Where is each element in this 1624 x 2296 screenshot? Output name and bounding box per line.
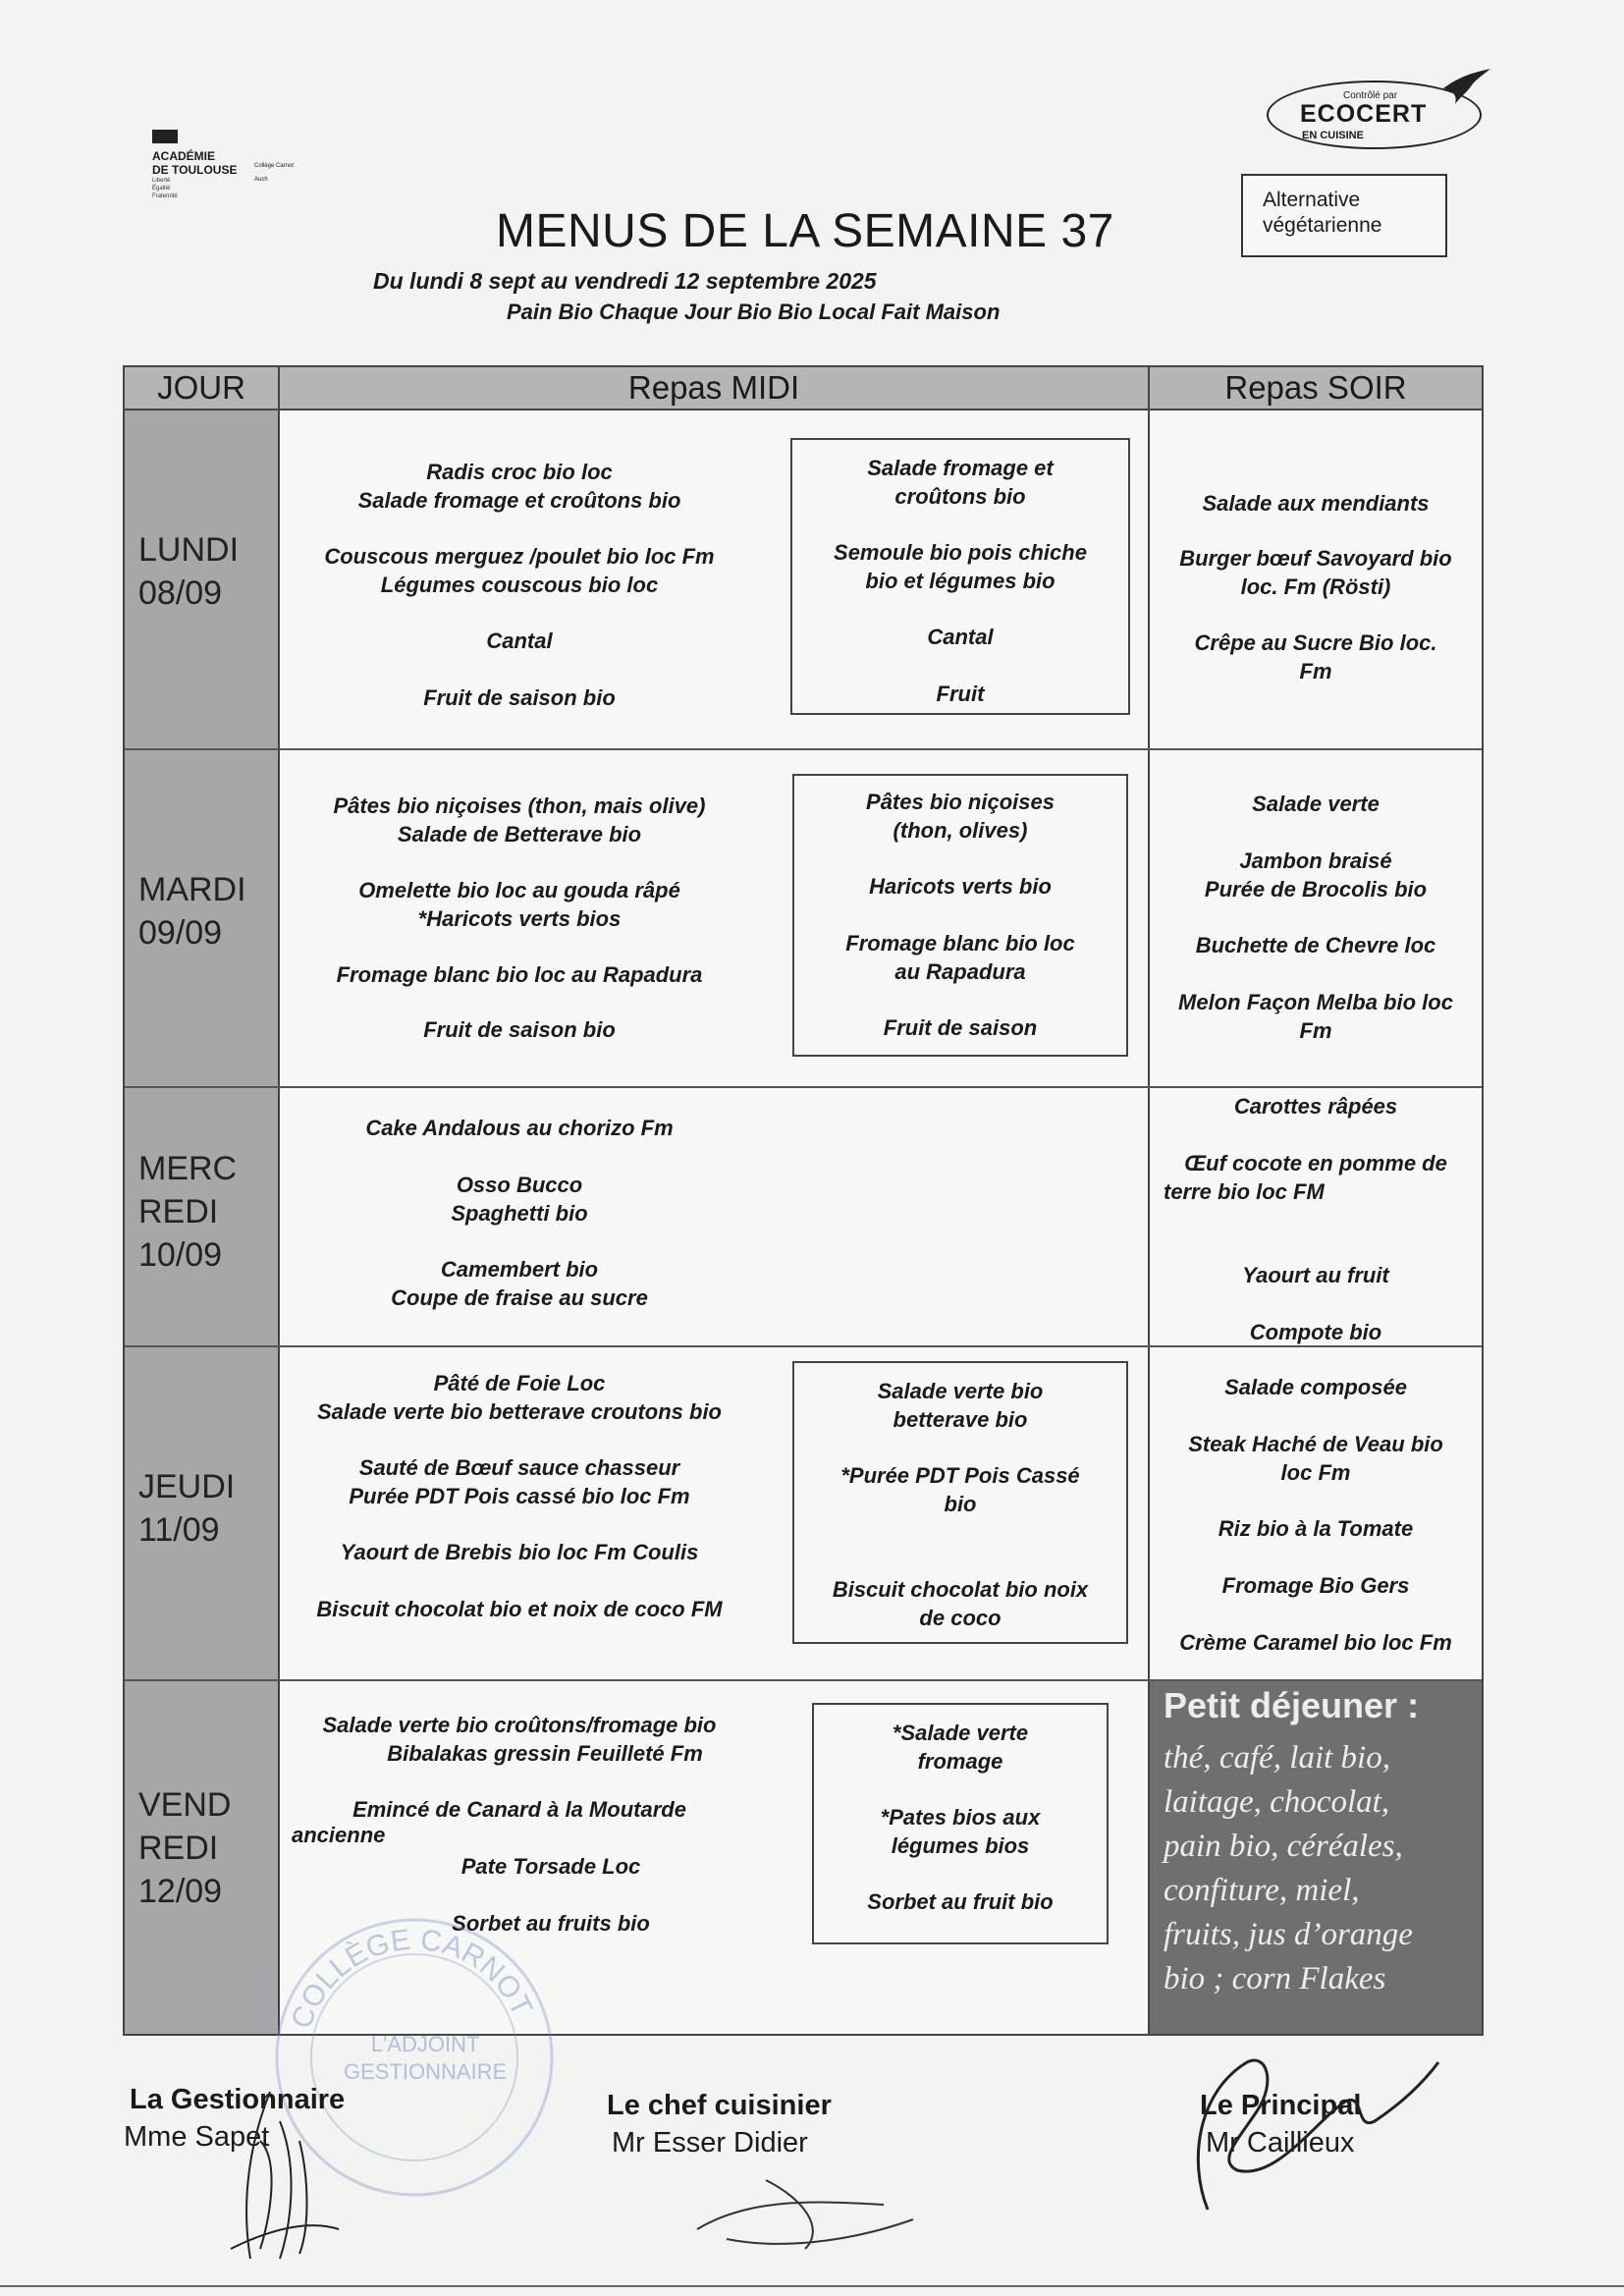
veg-item: *Purée PDT Pois Cassé (840, 1463, 1080, 1488)
day-name: MARDI 09/09 (138, 871, 246, 952)
menu-item: ancienne (292, 1823, 386, 1847)
menu-item: Pâté de Foie Loc (433, 1371, 606, 1395)
soir-item: Œuf cocote en pomme de (1184, 1151, 1447, 1175)
veg-item: (thon, olives) (893, 818, 1028, 843)
col-header-soir: Repas SOIR (1150, 367, 1482, 410)
veg-item: *Salade verte (892, 1721, 1029, 1745)
soir-item: Compote bio (1249, 1320, 1382, 1344)
academie-line1: ACADÉMIE (152, 149, 216, 163)
veg-item: croûtons bio (894, 484, 1026, 509)
menu-item: Osso Bucco (456, 1173, 583, 1197)
soir-item: Salade verte (1252, 792, 1380, 816)
veg-item: bio (944, 1492, 977, 1516)
veg-item: légumes bios (891, 1833, 1030, 1858)
col-header-jour: JOUR (125, 367, 280, 410)
menu-item: Spaghetti bio (451, 1201, 588, 1226)
veg-item: Haricots verts bio (869, 874, 1052, 899)
academie-line2: DE TOULOUSE (152, 163, 238, 177)
veg-item: Fromage blanc bio loc (845, 931, 1075, 956)
day-name: JEUDI 11/09 (138, 1468, 236, 1549)
stamp-text: COLLÈGE CARNOT (285, 1923, 539, 2033)
menu-item: Légumes couscous bio loc (380, 573, 659, 597)
menu-item: Biscuit chocolat bio et noix de coco FM (316, 1597, 723, 1621)
soir-item: loc. Fm (Rösti) (1240, 574, 1391, 599)
menu-item: Salade de Betterave bio (397, 822, 642, 847)
veg-item: au Rapadura (894, 959, 1026, 984)
soir-item: Steak Haché de Veau bio (1188, 1432, 1443, 1456)
menu-item: Fruit de saison bio (423, 1017, 616, 1042)
vegetarian-box (792, 774, 1128, 1057)
day-name: VEND REDI 12/09 (138, 1786, 232, 1910)
academie-motto: Liberté Égalité Fraternité (152, 178, 178, 199)
soir-item: Burger bœuf Savoyard bio (1179, 546, 1452, 571)
col-header-midi: Repas MIDI (280, 367, 1150, 410)
soir-item: Fm (1299, 1018, 1332, 1043)
menu-item: Pâtes bio niçoises (thon, mais olive) (333, 793, 706, 818)
svg-text:COLLÈGE CARNOT (286, 1924, 539, 2033)
menu-item: Radis croc bio loc (426, 460, 613, 484)
republique-flag-icon (152, 130, 178, 143)
chef-title: Le chef cuisinier (607, 2090, 832, 2121)
veg-item: betterave bio (893, 1407, 1028, 1432)
veg-item: Sorbet au fruit bio (867, 1889, 1054, 1914)
ecocert-name: ECOCERT (1300, 100, 1428, 128)
veg-item: *Pates bios aux (880, 1805, 1041, 1830)
day-row-mardi (125, 750, 1482, 1088)
petit-dejeuner-title: Petit déjeuner : (1164, 1685, 1420, 1725)
petit-dejeuner-panel (1150, 1681, 1482, 2034)
veg-item: Semoule bio pois chiche (834, 540, 1087, 565)
menu-item: Purée PDT Pois cassé bio loc Fm (349, 1484, 690, 1508)
veg-item: de coco (919, 1606, 1001, 1630)
ecocert-logo (1267, 71, 1488, 147)
academie-logo (152, 130, 295, 200)
veg-item: fromage (917, 1749, 1003, 1774)
menu-item: Yaourt de Brebis bio loc Fm Coulis (340, 1540, 699, 1564)
menu-item: *Haricots verts bios (417, 906, 622, 931)
ecocert-top: Contrôlé par (1343, 90, 1398, 101)
soir-item: Purée de Brocolis bio (1204, 877, 1428, 902)
soir-item: Fm (1299, 659, 1332, 683)
chef-signature-icon (687, 2160, 923, 2259)
menu-item: Salade verte bio betterave croutons bio (316, 1399, 722, 1424)
soir-item: Crêpe au Sucre Bio loc. (1194, 630, 1437, 655)
soir-item: Salade aux mendiants (1202, 491, 1430, 516)
day-row-jeudi (125, 1347, 1482, 1681)
veg-item: Fruit (936, 682, 985, 706)
menu-item: Salade fromage et croûtons bio (357, 488, 681, 513)
day-name: MERC REDI 10/09 (138, 1150, 238, 1274)
college-name: Collège Carnot Auch (254, 163, 295, 183)
principal-title: Le Principal (1200, 2090, 1362, 2121)
menu-item: Cantal (486, 629, 553, 653)
menu-item: Coupe de fraise au sucre (391, 1285, 648, 1310)
soir-item: Melon Façon Melba bio loc (1178, 990, 1453, 1014)
soir-item: terre bio loc FM (1164, 1179, 1325, 1204)
menu-table (123, 365, 1484, 2036)
vegetarian-box (812, 1703, 1109, 1944)
soir-item: Riz bio à la Tomate (1218, 1516, 1414, 1541)
veg-item: Salade verte bio (877, 1379, 1044, 1403)
vegetarian-box (792, 1361, 1128, 1644)
menu-item: Sorbet au fruits bio (452, 1911, 650, 1936)
menu-item: Cake Andalous au chorizo Fm (365, 1116, 674, 1140)
soir-item: Yaourt au fruit (1242, 1263, 1389, 1287)
menu-item: Sauté de Bœuf sauce chasseur (358, 1455, 680, 1480)
gestionnaire-signature-icon (211, 2082, 349, 2269)
day-row-lundi (125, 410, 1482, 750)
menu-item: Emincé de Canard à la Moutarde (352, 1797, 686, 1822)
menu-item: Salade verte bio croûtons/fromage bio (322, 1713, 717, 1737)
soir-item: loc Fm (1280, 1460, 1351, 1485)
menu-item: Camembert bio (440, 1257, 599, 1282)
page-title: MENUS DE LA SEMAINE 37 (496, 205, 1114, 257)
veg-item: Fruit de saison (883, 1015, 1038, 1040)
petit-dejeuner-list: thé, café, lait bio, laitage, chocolat, pain bio, céréales, confiture, miel, fruits, jus d’orange bio ; corn Flakes (1164, 1740, 1413, 1996)
veg-item: Cantal (927, 625, 994, 649)
swallow-icon (1441, 67, 1492, 106)
soir-item: Fromage Bio Gers (1221, 1573, 1410, 1598)
menu-item: Couscous merguez /poulet bio loc Fm (324, 544, 715, 569)
menu-item: Bibalakas gressin Feuilleté Fm (387, 1741, 703, 1766)
soir-item: Jambon braisé (1239, 848, 1392, 873)
soir-item: Buchette de Chevre loc (1195, 933, 1436, 957)
tagline: Pain Bio Chaque Jour Bio Bio Local Fait Maison (507, 300, 1001, 324)
menu-item: Pate Torsade Loc (460, 1854, 641, 1879)
soir-item: Salade composée (1224, 1375, 1407, 1399)
menu-item: Fruit de saison bio (423, 685, 616, 710)
menu-item: Omelette bio loc au gouda râpé (358, 878, 680, 902)
veg-item: bio et légumes bio (865, 569, 1056, 593)
gestionnaire-name: Mme Sapet (124, 2121, 270, 2153)
alternative-vegetarienne-label: Alternative végétarienne (1241, 174, 1447, 257)
veg-item: Biscuit chocolat bio noix (832, 1577, 1089, 1602)
vegetarian-box (790, 438, 1130, 715)
page-bottom-line (0, 2285, 1624, 2287)
ecocert-sub: EN CUISINE (1302, 130, 1364, 141)
principal-signature-icon (1168, 2043, 1443, 2219)
stamp-inner-text: L'ADJOINT GESTIONNAIRE (344, 2032, 508, 2084)
gestionnaire-title: La Gestionnaire (130, 2084, 346, 2115)
principal-name: Mr Caillieux (1206, 2127, 1355, 2159)
menu-item: Fromage blanc bio loc au Rapadura (336, 962, 703, 987)
veg-item: Pâtes bio niçoises (866, 790, 1055, 814)
chef-name: Mr Esser Didier (612, 2127, 808, 2159)
day-name: LUNDI 08/09 (138, 531, 240, 612)
date-range: Du lundi 8 sept au vendredi 12 septembre 2025 (373, 268, 877, 294)
veg-item: Salade fromage et (867, 456, 1054, 480)
soir-item: Crème Caramel bio loc Fm (1179, 1630, 1452, 1655)
soir-item: Carottes râpées (1233, 1094, 1398, 1119)
day-row-mercredi (125, 1088, 1482, 1347)
